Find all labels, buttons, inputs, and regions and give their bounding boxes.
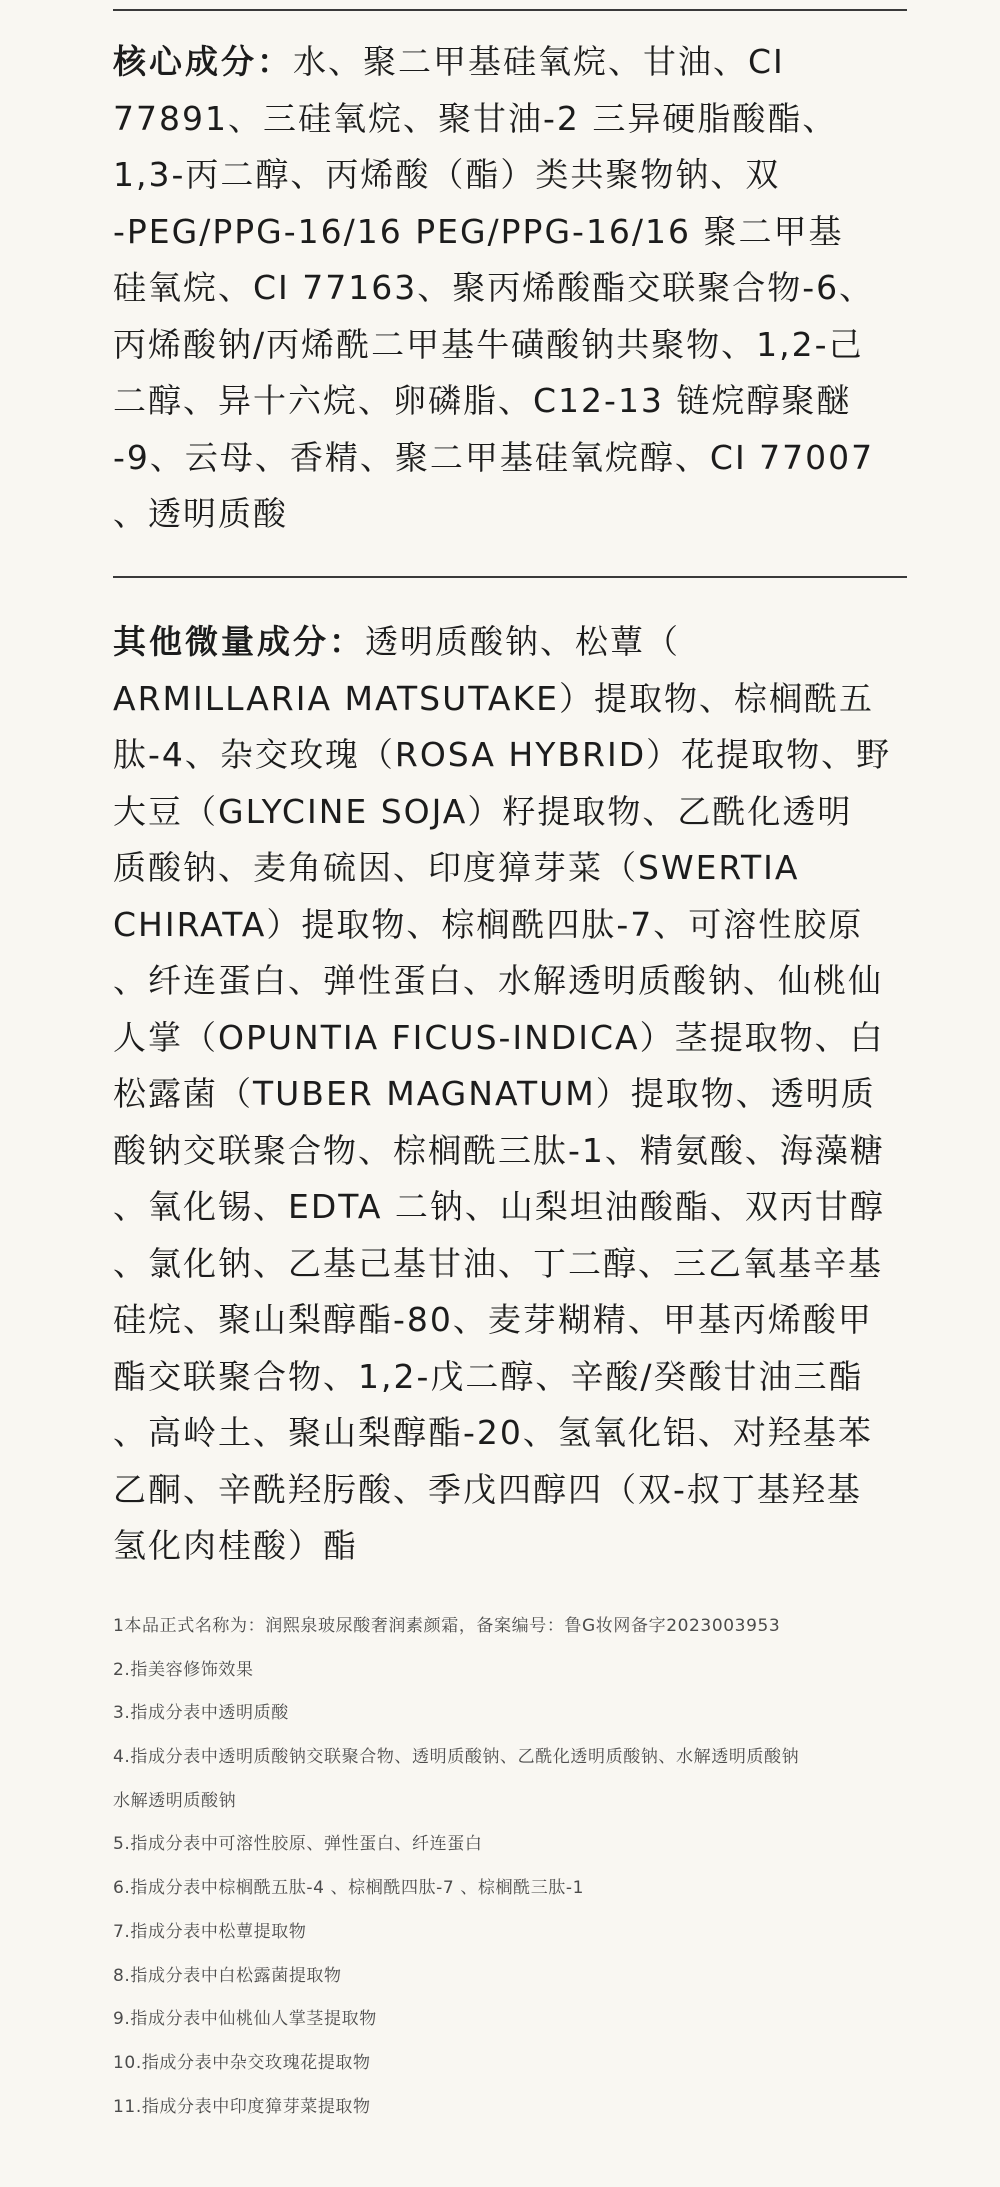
core-line-9: 、透明质酸: [113, 494, 288, 533]
core-line-8: -9、云母、香精、聚二甲基硅氧烷醇、CI 77007: [113, 437, 875, 477]
other-line-12: 、氯化钠、乙基己基甘油、丁二醇、三乙氧基辛基: [113, 1243, 883, 1283]
core-line-4: -PEG/PPG-16/16 PEG/PPG-16/16 聚二甲基: [113, 211, 844, 251]
other-line-7: 、纤连蛋白、弹性蛋白、水解透明质酸钠、仙桃仙: [113, 961, 883, 1000]
other-line-11: 、氧化锡、EDTA 二钠、山梨坦油酸酯、双丙甘醇: [113, 1187, 885, 1226]
other-line-10: 酸钠交联聚合物、棕榈酰三肽-1、精氨酸、海藻糖: [113, 1130, 885, 1170]
other-ingredients-heading: 其他微量成分：: [113, 622, 365, 661]
other-line-14: 酯交联聚合物、1,2-戊二醇、辛酸/癸酸甘油三酯: [113, 1356, 864, 1396]
core-line-3: 1,3-丙二醇、丙烯酸（酯）类共聚物钠、双: [113, 155, 781, 194]
core-ingredients-heading: 核心成分：: [113, 42, 293, 81]
footnote-3: 3.指成分表中透明质酸: [113, 1703, 289, 1724]
core-line-1-text: 水、聚二甲基硅氧烷、甘油、CI: [293, 42, 785, 81]
footnote-4-continued: 水解透明质酸钠: [113, 1790, 237, 1811]
core-line-2: 77891、三硅氧烷、聚甘油-2 三异硬脂酸酯、: [113, 98, 838, 138]
footnote-11: 11.指成分表中印度獐芽菜提取物: [113, 2096, 371, 2117]
footnote-8: 8.指成分表中白松露菌提取物: [113, 1965, 342, 1986]
other-line-16: 乙酮、辛酰羟肟酸、季戊四醇四（双-叔丁基羟基: [113, 1469, 862, 1509]
core-line-7: 二醇、异十六烷、卵磷脂、C12-13 链烷醇聚醚: [113, 381, 852, 420]
core-line-6: 丙烯酸钠/丙烯酰二甲基牛磺酸钠共聚物、1,2-己: [113, 324, 864, 364]
footnote-7: 7.指成分表中松蕈提取物: [113, 1921, 307, 1942]
footnote-9: 9.指成分表中仙桃仙人掌茎提取物: [113, 2009, 377, 2030]
core-line-5: 硅氧烷、CI 77163、聚丙烯酸酯交联聚合物-6、: [113, 268, 875, 307]
footnote-4: 4.指成分表中透明质酸钠交联聚合物、透明质酸钠、乙酰化透明质酸钠、水解透明质酸钠: [113, 1747, 800, 1768]
middle-divider: [113, 576, 907, 578]
other-ingredients-section: [113, 614, 913, 1575]
other-line-1: [113, 614, 913, 671]
other-line-17: 氢化肉桂酸）酯: [113, 1526, 358, 1565]
other-line-9: 松露菌（TUBER MAGNATUM）提取物、透明质: [113, 1074, 876, 1113]
footnotes: [113, 1605, 913, 2129]
other-line-5: 质酸钠、麦角硫因、印度獐芽菜（SWERTIA: [113, 848, 800, 887]
other-line-6: CHIRATA）提取物、棕榈酰四肽-7、可溶性胶原: [113, 904, 864, 944]
other-line-13: 硅烷、聚山梨醇酯-80、麦芽糊精、甲基丙烯酸甲: [113, 1300, 873, 1339]
other-line-1-text: 透明质酸钠、松蕈（: [365, 622, 680, 661]
footnote-5: 5.指成分表中可溶性胶原、弹性蛋白、纤连蛋白: [113, 1834, 483, 1855]
other-line-3: 肽-4、杂交玫瑰（ROSA HYBRID）花提取物、野: [113, 735, 892, 774]
footnote-6: 6.指成分表中棕榈酰五肽-4 、棕榈酰四肽-7 、棕榈酰三肽-1: [113, 1878, 585, 1899]
other-line-4: 大豆（GLYCINE SOJA）籽提取物、乙酰化透明: [113, 791, 853, 831]
core-ingredients-section: [113, 34, 913, 543]
core-line-1: [113, 34, 913, 91]
footnote-2: 2.指美容修饰效果: [113, 1659, 254, 1680]
footnote-10: 10.指成分表中杂交玫瑰花提取物: [113, 2052, 371, 2073]
top-divider: [113, 9, 907, 11]
footnote-1: 1本品正式名称为：润熙泉玻尿酸奢润素颜霜，备案编号：鲁G妆网备字2023003953: [113, 1616, 781, 1636]
other-line-15: 、高岭土、聚山梨醇酯-20、氢氧化铝、对羟基苯: [113, 1413, 873, 1452]
other-line-2: ARMILLARIA MATSUTAKE）提取物、棕榈酰五: [113, 678, 874, 718]
other-line-8: 人掌（OPUNTIA FICUS-INDICA）茎提取物、白: [113, 1017, 885, 1057]
